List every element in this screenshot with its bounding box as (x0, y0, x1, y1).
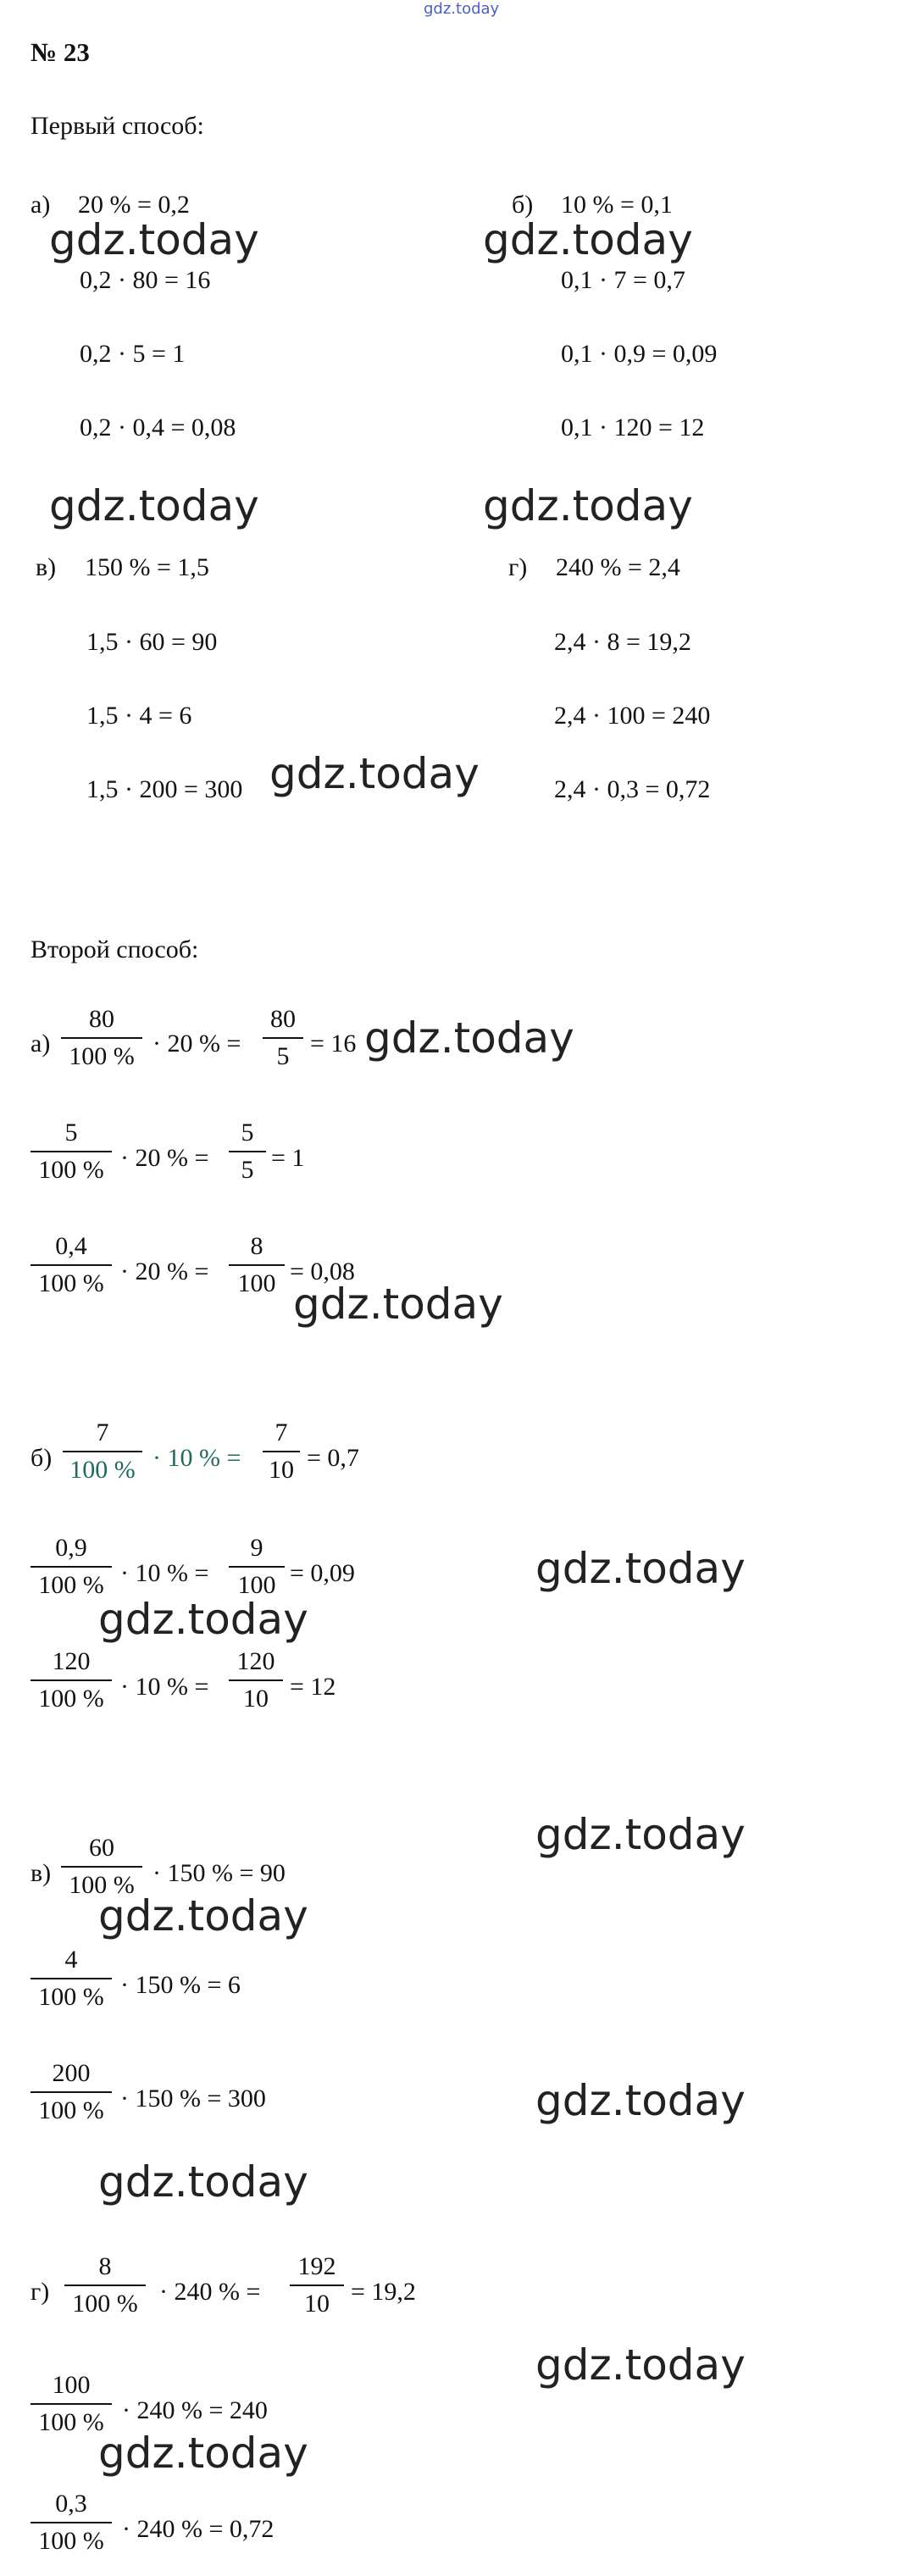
method1-v-line: 1,5 · 200 = 300 (86, 775, 243, 803)
fraction: $\frac{8}{100}$ (229, 1234, 285, 1296)
method2-g-label: г) (31, 2278, 50, 2306)
watermark: gdz.today (98, 1891, 308, 1940)
watermark: gdz.today (98, 2157, 308, 2207)
result: = 0,08 (290, 1257, 355, 1285)
method1-a-line: 0,2 · 5 = 1 (80, 340, 186, 368)
watermark: gdz.today (535, 2340, 746, 2390)
fraction: $\frac{8}{100 \%}$ (64, 2254, 146, 2317)
method1-b-head: 10 % = 0,1 (561, 191, 673, 219)
method2-v-label: в) (31, 1859, 52, 1887)
fraction: $\frac{9}{100}$ (229, 1535, 285, 1598)
method1-a-label: а) (31, 191, 51, 219)
watermark: gdz.today (483, 481, 693, 530)
expression: · 20 % = (120, 1144, 209, 1172)
fraction: $\frac{0,3}{100 \%}$ (31, 2491, 112, 2554)
watermark: gdz.today (364, 1013, 574, 1063)
fraction: $\frac{7}{100 \%}$ (63, 1420, 142, 1483)
watermark: gdz.today (483, 215, 693, 264)
method1-b-line: 0,1 · 7 = 0,7 (561, 266, 685, 294)
watermark: gdz.today (535, 1544, 746, 1593)
fraction: $\frac{192}{10}$ (290, 2254, 344, 2317)
method1-a-line: 0,2 · 80 = 16 (80, 266, 211, 294)
fraction: $\frac{200}{100 \%}$ (31, 2061, 112, 2124)
expression: · 10 % = (120, 1673, 209, 1701)
watermark: gdz.today (269, 749, 480, 798)
watermark: gdz.today (49, 481, 259, 530)
result: = 19,2 (351, 2278, 416, 2306)
method1-v-head: 150 % = 1,5 (85, 553, 209, 581)
fraction: $\frac{5}{100 \%}$ (31, 1120, 112, 1183)
watermark: gdz.today (535, 1810, 746, 1859)
result: = 0,09 (290, 1559, 355, 1587)
method1-g-line: 2,4 · 100 = 240 (554, 702, 711, 730)
expression: · 240 % = 240 (122, 2396, 268, 2424)
expression: · 10 % = (120, 1559, 209, 1587)
result: = 1 (271, 1144, 305, 1172)
fraction: $\frac{120}{10}$ (229, 1649, 283, 1712)
watermark: gdz.today (98, 2429, 308, 2478)
method1-heading: Первый способ: (31, 112, 204, 140)
problem-number: № 23 (31, 37, 90, 67)
method1-g-line: 2,4 · 0,3 = 0,72 (554, 775, 711, 803)
fraction: $\frac{120}{100 \%}$ (31, 1649, 112, 1712)
result: = 16 (310, 1030, 357, 1058)
method2-b-label: б) (31, 1444, 53, 1472)
expression: · 10 % = (153, 1444, 241, 1472)
expression: · 150 % = 90 (153, 1859, 286, 1887)
method1-b-line: 0,1 · 0,9 = 0,09 (561, 340, 718, 368)
method1-v-line: 1,5 · 4 = 6 (86, 702, 192, 730)
watermark-top: gdz.today (424, 0, 500, 18)
method2-heading: Второй способ: (31, 935, 199, 963)
expression: · 150 % = 300 (120, 2085, 266, 2112)
method1-a-line: 0,2 · 0,4 = 0,08 (80, 414, 236, 441)
expression: · 20 % = (153, 1030, 241, 1058)
watermark: gdz.today (98, 1595, 308, 1644)
expression: · 150 % = 6 (120, 1971, 241, 1999)
watermark: gdz.today (293, 1280, 503, 1329)
method1-v-line: 1,5 · 60 = 90 (86, 628, 218, 656)
watermark: gdz.today (535, 2076, 746, 2125)
expression: · 240 % = 0,72 (122, 2515, 275, 2543)
fraction: $\frac{60}{100 \%}$ (61, 1835, 142, 1898)
fraction: $\frac{5}{5}$ (229, 1120, 266, 1183)
fraction: $\frac{0,9}{100 \%}$ (31, 1535, 112, 1598)
fraction: $\frac{80}{5}$ (263, 1007, 303, 1069)
fraction: $\frac{0,4}{100 \%}$ (31, 1234, 112, 1296)
method1-b-label: б) (512, 191, 534, 219)
method2-a-label: а) (31, 1030, 51, 1058)
result: = 0,7 (307, 1444, 359, 1472)
fraction: $\frac{7}{10}$ (263, 1420, 300, 1483)
method1-g-line: 2,4 · 8 = 19,2 (554, 628, 691, 656)
expression: · 240 % = (159, 2278, 261, 2306)
method1-g-label: г) (508, 553, 528, 581)
watermark: gdz.today (49, 215, 259, 264)
result: = 12 (290, 1673, 336, 1701)
method1-b-line: 0,1 · 120 = 12 (561, 414, 705, 441)
method1-g-head: 240 % = 2,4 (556, 553, 680, 581)
fraction: $\frac{80}{100 \%}$ (61, 1007, 142, 1069)
method1-a-head: 20 % = 0,2 (78, 191, 190, 219)
fraction: $\frac{100}{100 \%}$ (31, 2373, 112, 2435)
expression: · 20 % = (120, 1257, 209, 1285)
fraction: $\frac{4}{100 \%}$ (31, 1947, 112, 2010)
method1-v-label: в) (36, 553, 57, 581)
